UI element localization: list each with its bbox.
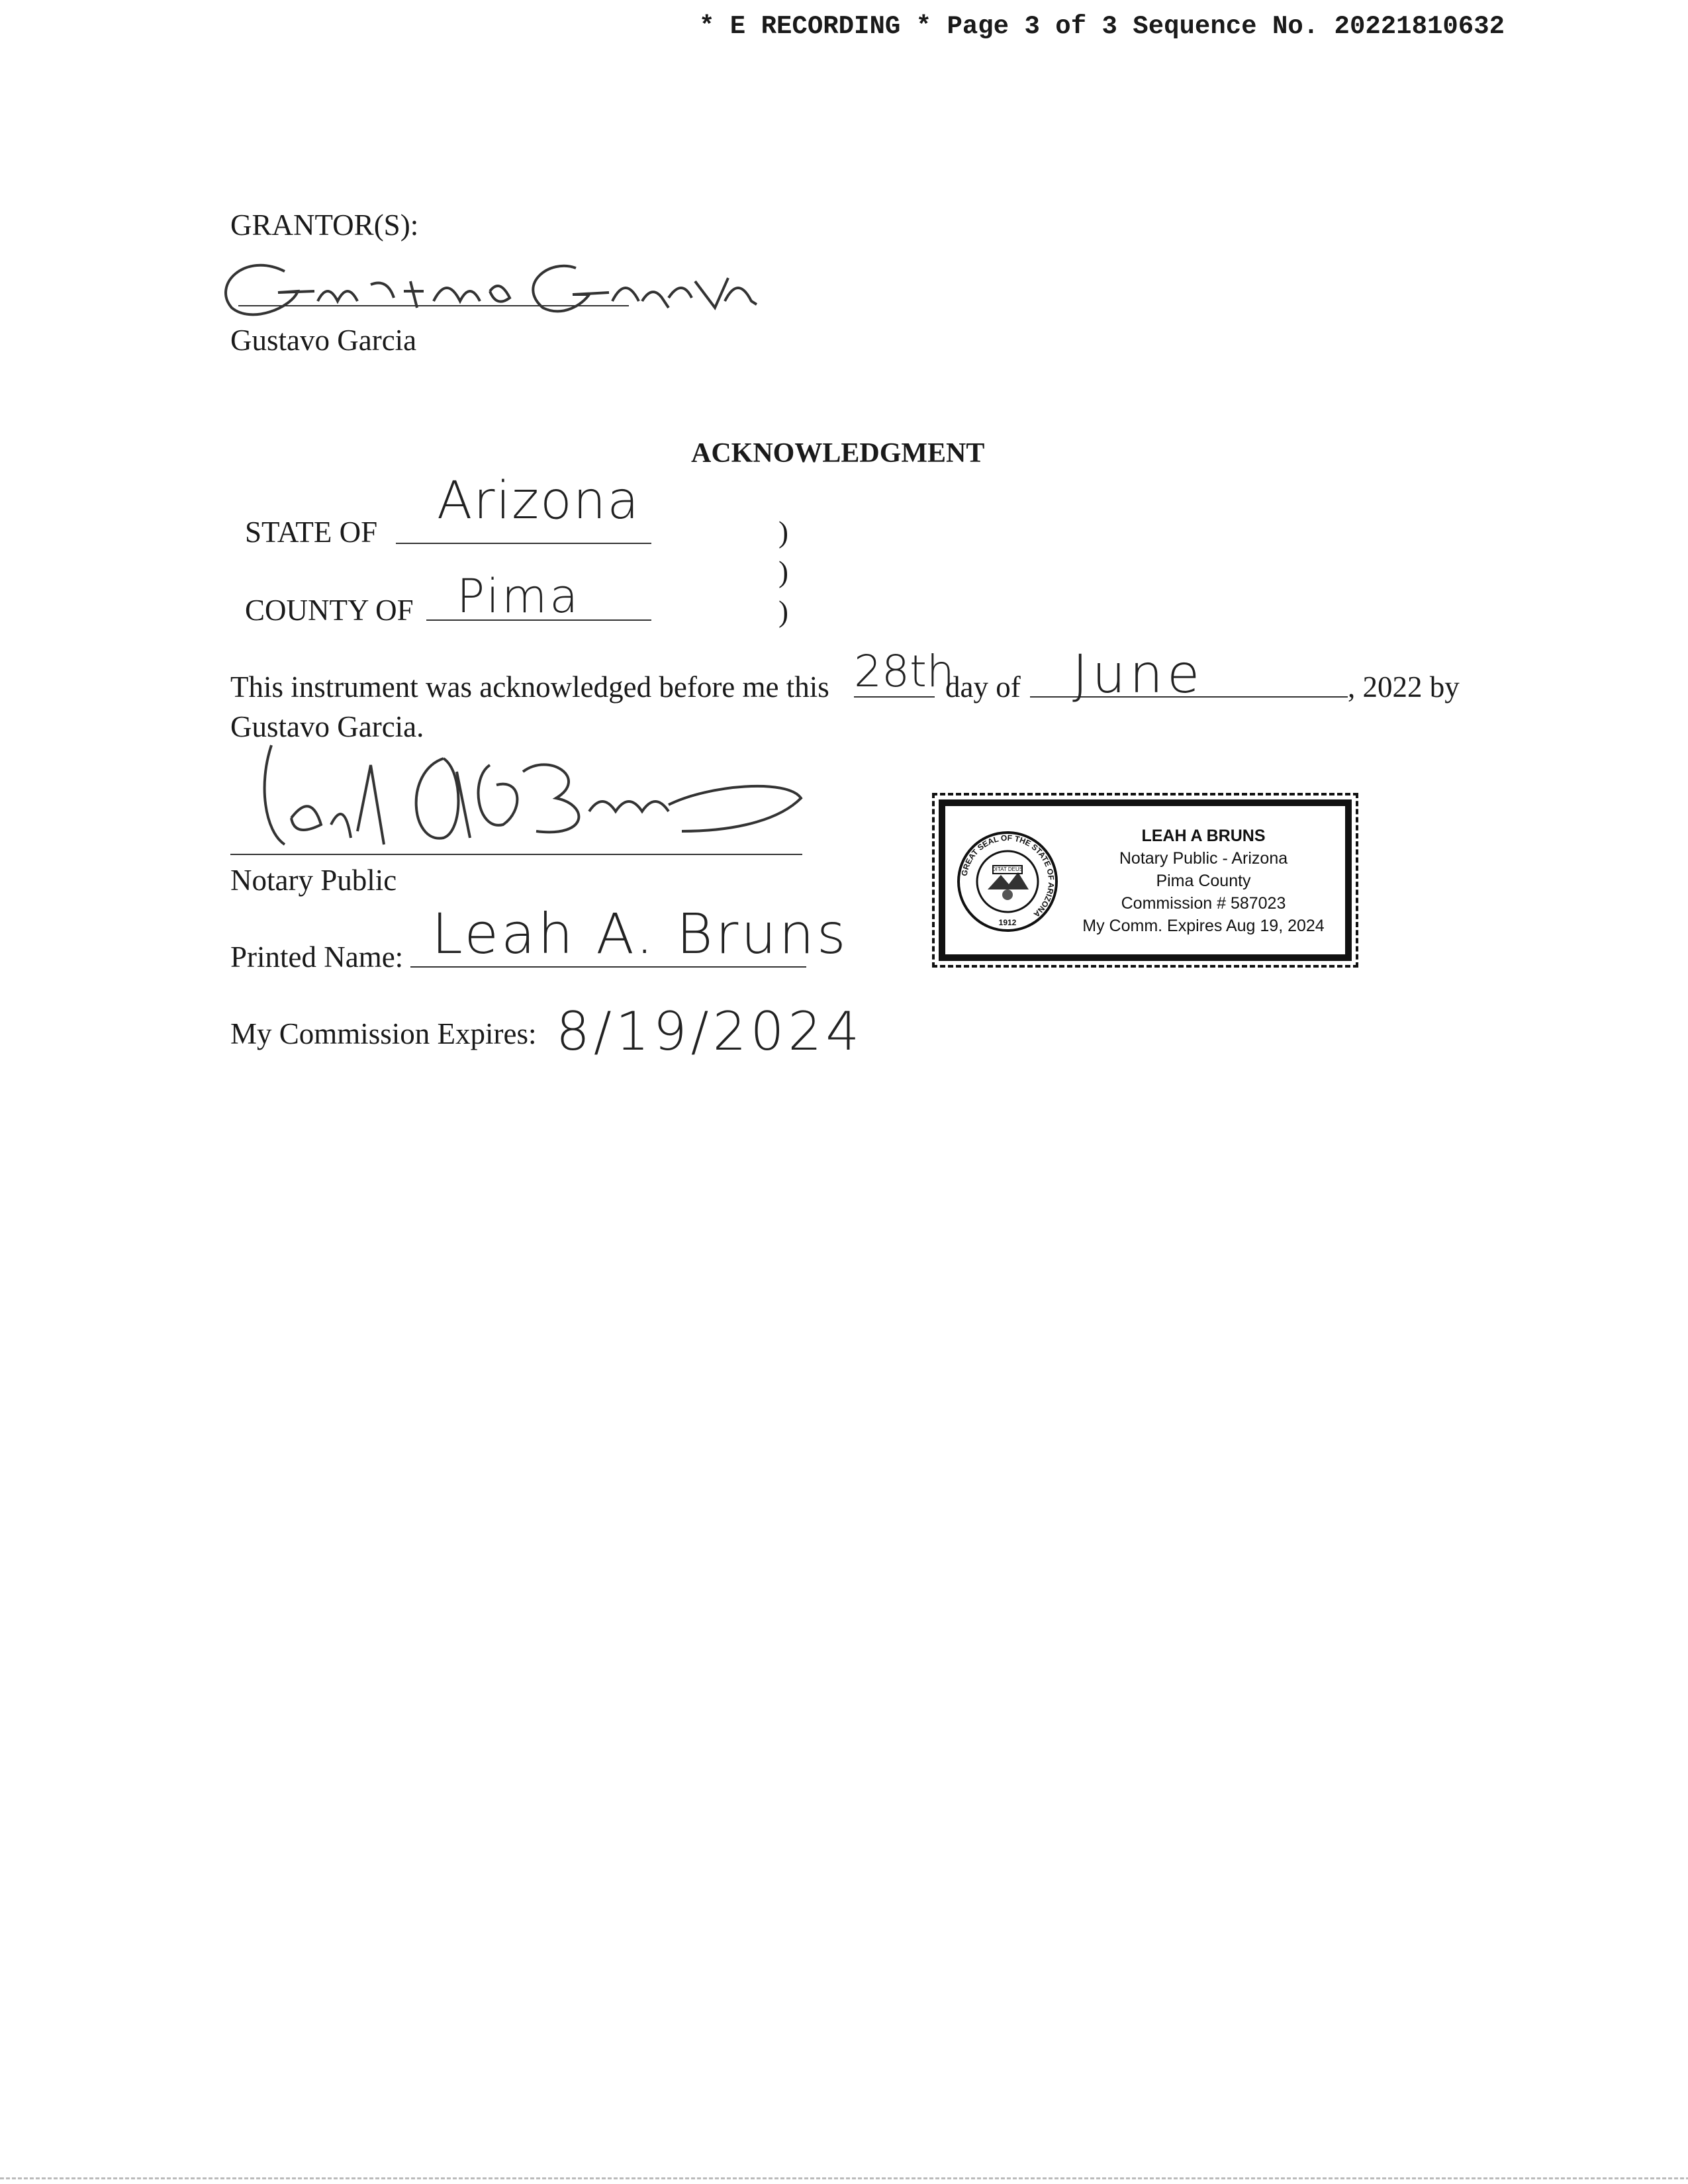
stamp-line-expires: My Comm. Expires Aug 19, 2024: [1082, 917, 1325, 935]
notary-title: Notary Public: [230, 864, 397, 897]
county-label: COUNTY OF: [245, 594, 414, 627]
notary-signature-drawing: [245, 732, 814, 858]
bracket-2: ): [778, 555, 788, 588]
notary-stamp: [939, 799, 1352, 961]
month-value: June: [1072, 643, 1204, 705]
seal-year: 1912: [998, 918, 1017, 927]
state-label: STATE OF: [245, 516, 378, 549]
seal-ring-text: GREAT SEAL OF THE STATE OF ARIZONA: [959, 833, 1056, 919]
ack-sentence-part1: This instrument was acknowledged before me this: [230, 670, 829, 704]
scan-edge-rule: [0, 2177, 1688, 2179]
commission-expires-value: 8/19/2024: [556, 1001, 864, 1062]
acknowledgment-title: ACKNOWLEDGMENT: [691, 438, 985, 469]
grantor-printed-name: Gustavo Garcia: [230, 324, 417, 357]
bracket-3: ): [778, 595, 788, 628]
arizona-seal-icon: [955, 829, 1060, 934]
printed-name-underline: [410, 966, 806, 968]
grantor-signature-drawing: [205, 245, 774, 324]
printed-name-value: Leah A. Bruns: [432, 901, 849, 966]
ack-sentence-part3: , 2022 by: [1348, 670, 1460, 704]
grantor-heading: GRANTOR(S):: [230, 208, 419, 242]
stamp-line-commission: Commission # 587023: [1121, 894, 1286, 913]
grantor-signature: [205, 245, 774, 324]
stamp-line-name: LEAH A BRUNS: [1141, 827, 1266, 845]
notary-signature-line: [230, 854, 802, 855]
stamp-line-notary: Notary Public - Arizona: [1119, 849, 1288, 868]
ack-sentence-part2: day of: [945, 670, 1021, 704]
printed-name-label: Printed Name:: [230, 940, 404, 974]
notary-signature: [245, 732, 814, 858]
commission-expires-label: My Commission Expires:: [230, 1017, 537, 1050]
seal-motto: DITAT DEUS: [992, 866, 1023, 872]
state-underline: [396, 543, 651, 544]
county-value: Pima: [457, 569, 581, 623]
state-value: Arizona: [437, 471, 640, 531]
ack-sentence-part4: Gustavo Garcia.: [230, 710, 424, 743]
recording-header: * E RECORDING * Page 3 of 3 Sequence No. 20221810632: [699, 12, 1505, 41]
bracket-1: ): [778, 516, 788, 549]
day-value: 28th: [854, 646, 955, 697]
stamp-line-county: Pima County: [1156, 872, 1251, 890]
